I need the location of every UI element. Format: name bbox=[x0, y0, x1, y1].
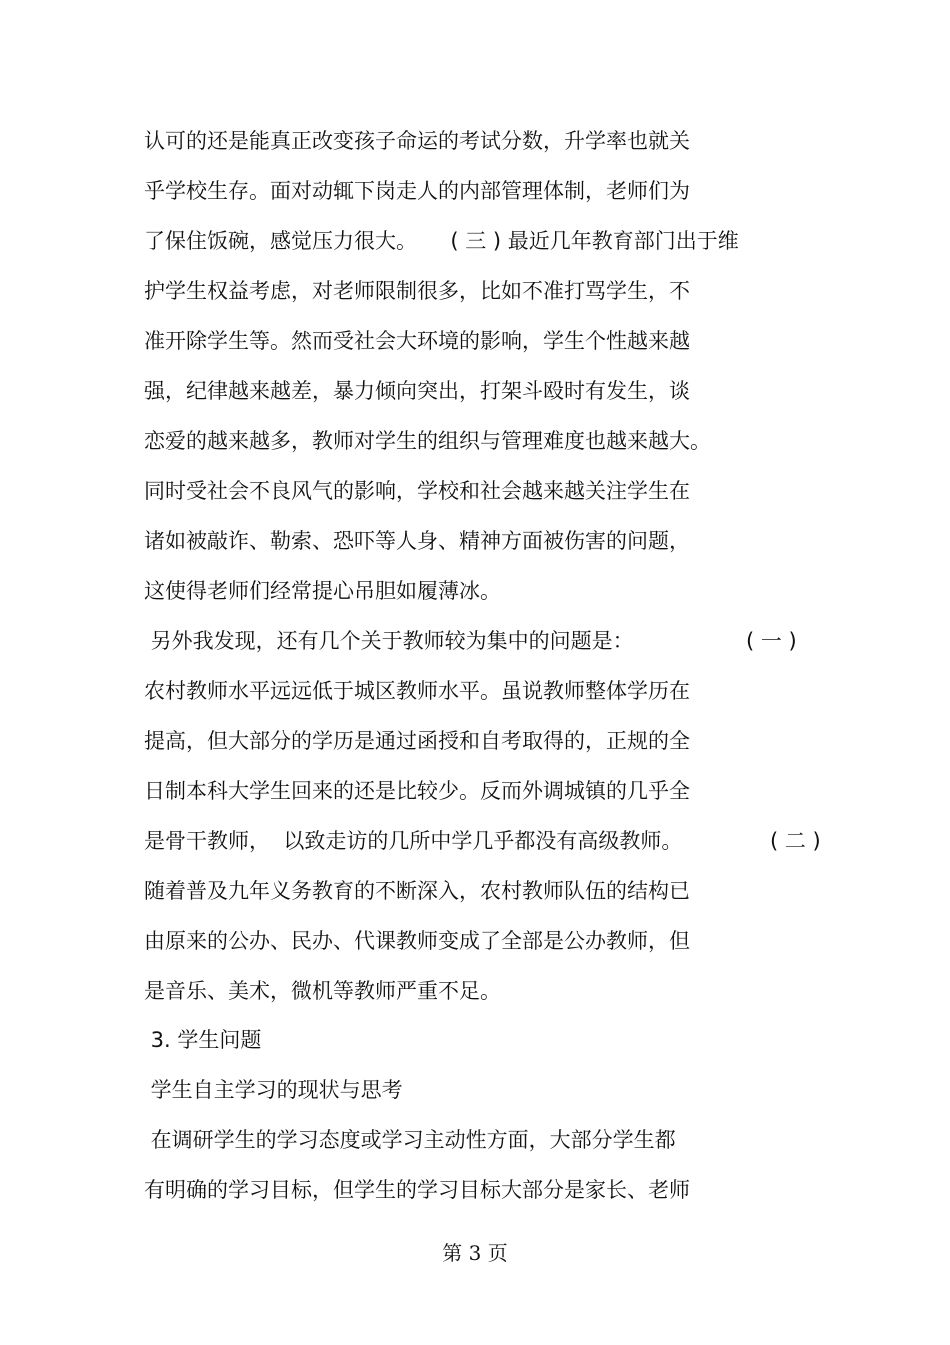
text-line: 准开除学生等。然而受社会大环境的影响，学生个性越来越 bbox=[144, 329, 690, 353]
text-line: 恋爱的越来越多，教师对学生的组织与管理难度也越来越大。 bbox=[144, 429, 711, 453]
subheading: 学生自主学习的现状与思考 bbox=[144, 1078, 403, 1102]
text-line: 护学生权益考虑，对老师限制很多，比如不准打骂学生，不 bbox=[144, 279, 690, 303]
list-marker: ( 二 ) bbox=[770, 829, 821, 853]
text-line: 有明确的学习目标，但学生的学习目标大部分是家长、老师 bbox=[144, 1178, 690, 1202]
text-line: 是骨干教师， 以致走访的几所中学几乎都没有高级教师。 bbox=[144, 829, 683, 853]
text-line: 诸如被敲诈、勒索、恐吓等人身、精神方面被伤害的问题， bbox=[144, 529, 690, 553]
text-line: 在调研学生的学习态度或学习主动性方面，大部分学生都 bbox=[144, 1128, 676, 1152]
page-number: 第 3 页 bbox=[442, 1241, 508, 1265]
text-line: 提高，但大部分的学历是通过函授和自考取得的，正规的全 bbox=[144, 729, 690, 753]
text-line: 同时受社会不良风气的影响，学校和社会越来越关注学生在 bbox=[144, 479, 690, 503]
section-heading: 3. 学生问题 bbox=[144, 1028, 262, 1052]
text-line: 日制本科大学生回来的还是比较少。反而外调城镇的几乎全 bbox=[144, 779, 690, 803]
text-line: 另外我发现，还有几个关于教师较为集中的问题是： bbox=[144, 629, 634, 653]
text-line: 乎学校生存。面对动辄下岗走人的内部管理体制，老师们为 bbox=[144, 179, 690, 203]
text-line: 是音乐、美术，微机等教师严重不足。 bbox=[144, 979, 501, 1003]
text-line: 了保住饭碗，感觉压力很大。 ( 三 ) 最近几年教育部门出于维 bbox=[144, 229, 739, 253]
text-line: 由原来的公办、民办、代课教师变成了全部是公办教师，但 bbox=[144, 929, 690, 953]
text-line: 强，纪律越来越差，暴力倾向突出，打架斗殴时有发生，谈 bbox=[144, 379, 690, 403]
list-marker: ( 一 ) bbox=[746, 629, 797, 653]
text-line: 这使得老师们经常提心吊胆如履薄冰。 bbox=[144, 579, 501, 603]
text-line: 农村教师水平远远低于城区教师水平。虽说教师整体学历在 bbox=[144, 679, 690, 703]
text-line: 随着普及九年义务教育的不断深入，农村教师队伍的结构已 bbox=[144, 879, 690, 903]
text-line: 认可的还是能真正改变孩子命运的考试分数，升学率也就关 bbox=[144, 129, 690, 153]
